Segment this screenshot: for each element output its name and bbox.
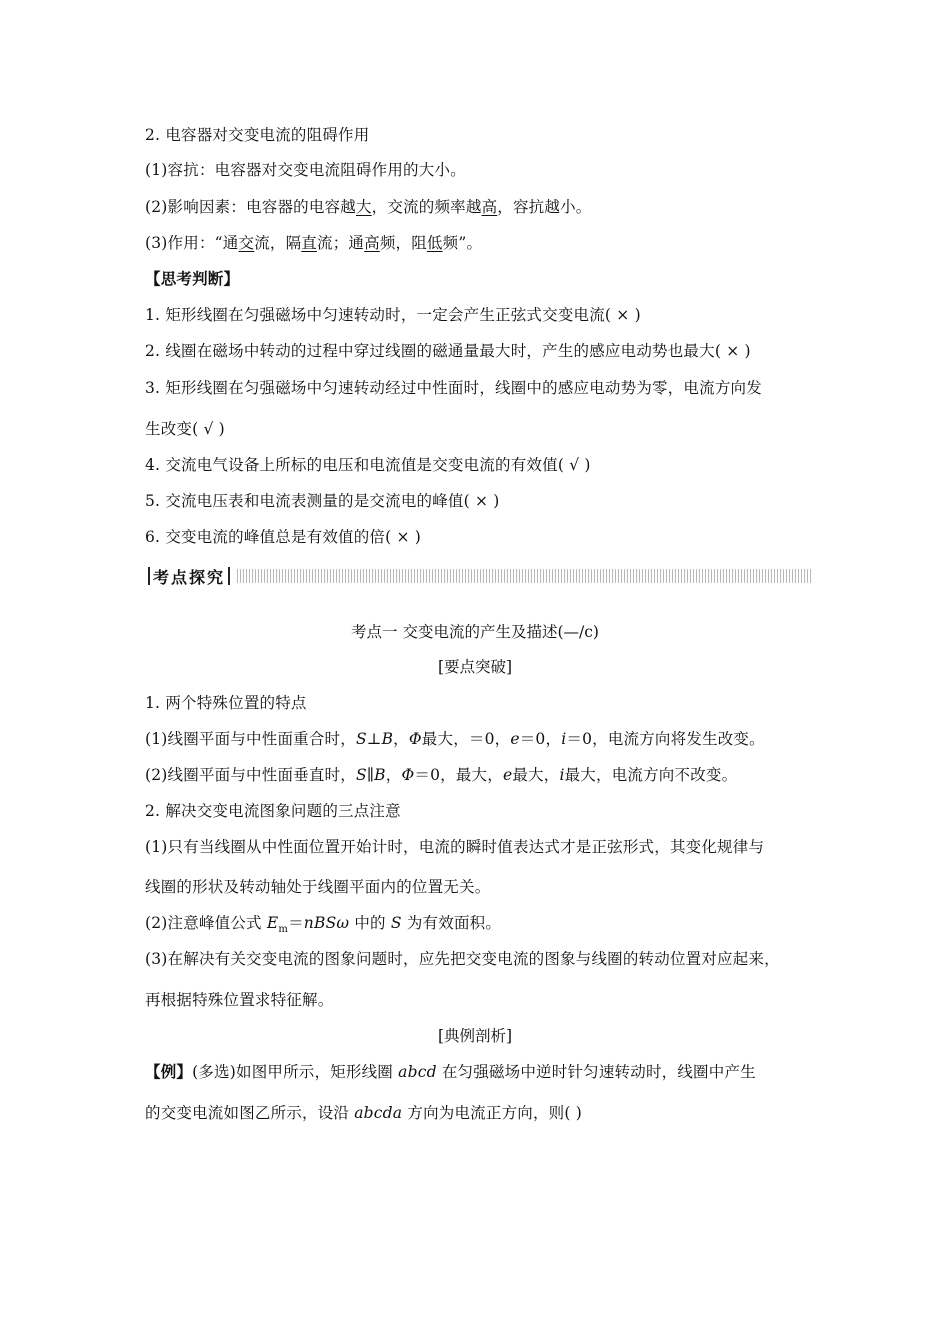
influencing-factors: (2)影响因素：电容器的电容越大，交流的频率越高，容抗越小。 xyxy=(145,198,592,216)
judge-item: 3. 矩形线圈在匀强磁场中匀速转动经过中性面时，线圈中的感应电动势为零，电流方向发 xyxy=(145,379,762,397)
reactance-definition: (1)容抗：电容器对交变电流阻碍作用的大小。 xyxy=(145,161,466,179)
judge-item: 6. 交变电流的峰值总是有效值的倍( × ) xyxy=(145,528,422,546)
banner-hatch xyxy=(237,569,812,583)
judge-item: 5. 交流电压表和电流表测量的是交流电的峰值( × ) xyxy=(145,492,500,510)
point-1-line-2: (2)线圈平面与中性面垂直时，S∥B，Φ＝0，最大，e最大，i最大，电流方向不改变。 xyxy=(145,766,738,784)
point-2-line-3-cont: 再根据特殊位置求特征解。 xyxy=(145,991,334,1009)
capacitor-function: (3)作用：“通交流，隔直流；通高频，阻低频”。 xyxy=(145,234,483,252)
point-2-line-3: (3)在解决有关交变电流的图象问题时，应先把交变电流的图象与线圈的转动位置对应起来， xyxy=(145,950,780,968)
kaodian-title: 考点一 交变电流的产生及描述(—/c) xyxy=(351,623,599,641)
example-line-2: 的交变电流如图乙所示，设沿 abcda 方向为电流正方向，则( ) xyxy=(145,1104,582,1122)
section-banner xyxy=(145,565,812,587)
point-2-line-1: (1)只有当线圈从中性面位置开始计时，电流的瞬时值表达式才是正弦形式，其变化规律与 xyxy=(145,838,765,856)
judge-item: 生改变( √ ) xyxy=(145,420,225,438)
point-1-title: 1. 两个特殊位置的特点 xyxy=(145,694,307,712)
point-2-title: 2. 解决交变电流图象问题的三点注意 xyxy=(145,802,401,820)
example-heading: [典例剖析] xyxy=(437,1027,513,1045)
point-2-line-2: (2)注意峰值公式 $E_m=nBS\omega$ 中的 S 为有效面积。 xyxy=(145,914,502,936)
key-points-heading: [要点突破] xyxy=(437,658,513,676)
point-1-line-1: (1)线圈平面与中性面重合时，S⊥B，Φ最大，＝0，e＝0，i＝0，电流方向将发生改变。 xyxy=(145,730,765,748)
banner-label: 考点探究 xyxy=(145,565,233,587)
example-line-1: 【例】(多选)如图甲所示，矩形线圈 abcd 在匀强磁场中逆时针匀速转动时，线圈中产生 xyxy=(145,1062,756,1081)
judge-item: 4. 交流电气设备上所标的电压和电流值是交变电流的有效值( √ ) xyxy=(145,456,591,474)
section-2-title: 2. 电容器对交变电流的阻碍作用 xyxy=(145,126,370,144)
judge-heading: 【思考判断】 xyxy=(145,269,240,288)
judge-item: 2. 线圈在磁场中转动的过程中穿过线圈的磁通量最大时，产生的感应电动势也最大( × ) xyxy=(145,342,751,360)
judge-item: 1. 矩形线圈在匀强磁场中匀速转动时，一定会产生正弦式交变电流( × ) xyxy=(145,306,641,324)
point-2-line-1-cont: 线圈的形状及转动轴处于线圈平面内的位置无关。 xyxy=(145,878,491,896)
